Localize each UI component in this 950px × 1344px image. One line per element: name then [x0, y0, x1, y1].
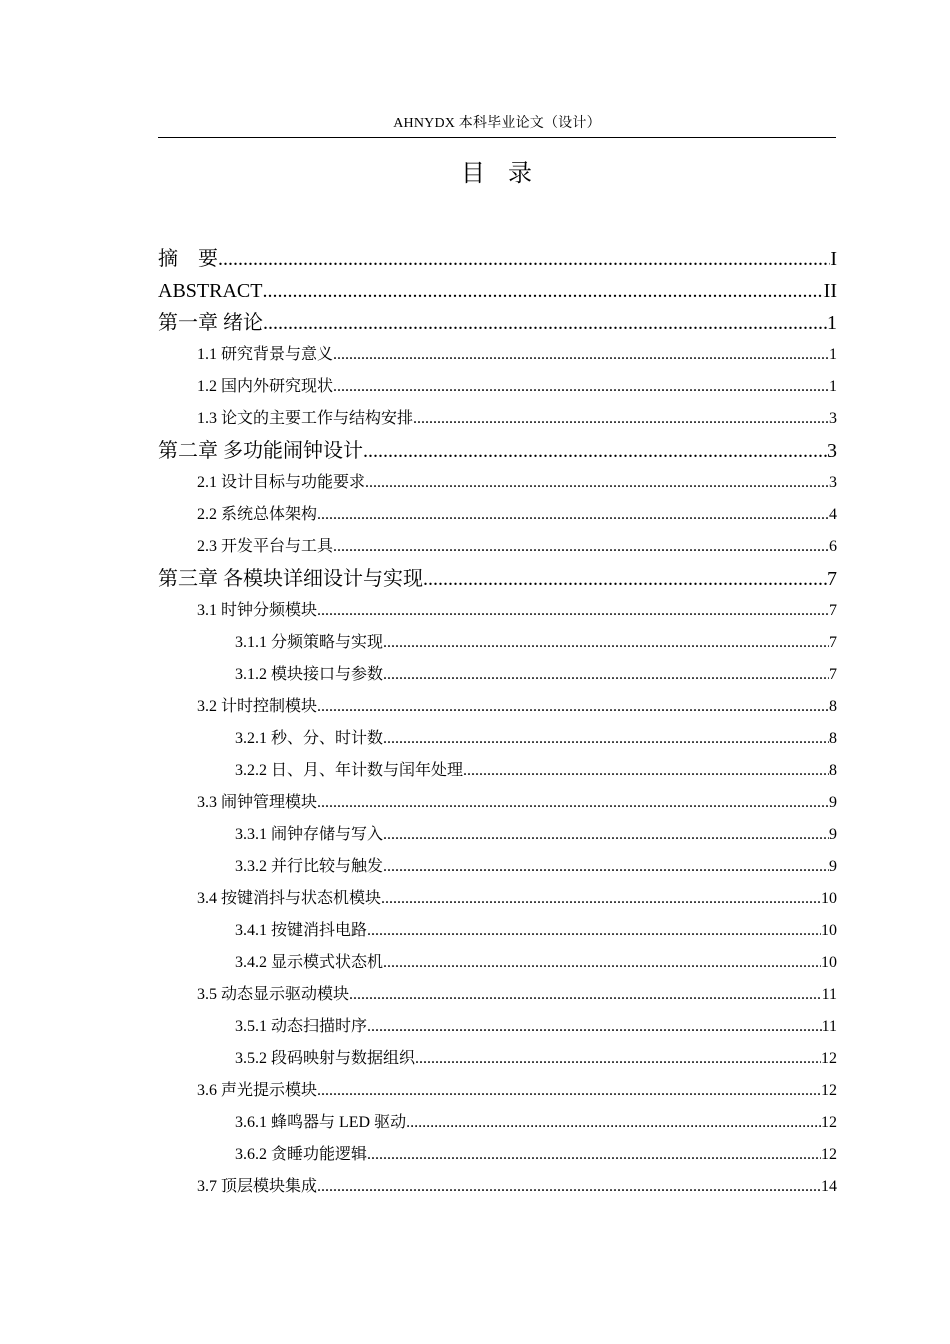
- toc-entry-title: 3.6 声光提示模块: [197, 1082, 318, 1099]
- toc-leader-dots: [218, 243, 830, 275]
- toc-entry-title: 3.3 闹钟管理模块: [197, 794, 318, 811]
- toc-entry-section[interactable]: [158, 787, 837, 819]
- toc-entry-page: 3: [827, 440, 837, 462]
- toc-entry-title: 1.3 论文的主要工作与结构安排: [197, 410, 414, 427]
- toc-entry-title: 3.1 时钟分频模块: [197, 602, 318, 619]
- toc-leader-dots: [367, 915, 821, 947]
- toc-leader-dots: [317, 787, 829, 819]
- toc-entry-title: ABSTRACT: [158, 280, 263, 302]
- toc-leader-dots: [333, 339, 829, 371]
- toc-leader-dots: [317, 499, 829, 531]
- toc-entry-title: 2.2 系统总体架构: [197, 506, 318, 523]
- toc-entry-page: 11: [821, 986, 837, 1003]
- toc-leader-dots: [317, 1171, 821, 1203]
- toc-entry-title: 2.1 设计目标与功能要求: [197, 474, 366, 491]
- toc-entry-title: 2.3 开发平台与工具: [197, 538, 334, 555]
- toc-leader-dots: [383, 947, 821, 979]
- toc-entry-title: 3.5.1 动态扫描时序: [235, 1018, 368, 1035]
- toc-entry-title: 3.3.1 闹钟存储与写入: [235, 826, 384, 843]
- toc-entry-page: 8: [829, 762, 837, 779]
- toc-entry-page: 8: [829, 698, 837, 715]
- toc-entry-subsection[interactable]: [158, 851, 837, 883]
- toc-entry-section[interactable]: [158, 595, 837, 627]
- toc-entry-page: 9: [829, 858, 837, 875]
- toc-entry-title: 3.5.2 段码映射与数据组织: [235, 1050, 416, 1067]
- toc-entry-chapter-2[interactable]: [158, 435, 837, 467]
- toc-entry-page: 1: [829, 378, 837, 395]
- toc-entry-title: 3.4.2 显示模式状态机: [235, 954, 384, 971]
- toc-entry-title: 3.3.2 并行比较与触发: [235, 858, 384, 875]
- toc-entry-title: 3.2 计时控制模块: [197, 698, 318, 715]
- toc-entry-title: 3.1.2 模块接口与参数: [235, 666, 384, 683]
- toc-entry-section[interactable]: [158, 1171, 837, 1203]
- toc-entry-section[interactable]: [158, 883, 837, 915]
- toc-leader-dots: [262, 275, 823, 307]
- toc-leader-dots: [406, 1107, 821, 1139]
- toc-leader-dots: [333, 371, 829, 403]
- toc-entry-abstract-cn[interactable]: [158, 243, 837, 275]
- toc-entry-page: 11: [821, 1018, 837, 1035]
- header-rule: [158, 137, 836, 138]
- toc-entry-page: 4: [829, 506, 837, 523]
- toc-entry-subsection[interactable]: [158, 1043, 837, 1075]
- page-title: [158, 155, 836, 191]
- toc-entry-subsection[interactable]: [158, 1107, 837, 1139]
- toc-entry-page: 12: [821, 1082, 837, 1099]
- toc-entry-section[interactable]: [158, 371, 837, 403]
- toc-leader-dots: [349, 979, 822, 1011]
- toc-entry-title: 第三章 各模块详细设计与实现: [158, 568, 423, 590]
- toc-entry-section[interactable]: [158, 499, 837, 531]
- toc-entry-page: 10: [821, 922, 837, 939]
- toc-entry-page: 7: [829, 602, 837, 619]
- toc-entry-section[interactable]: [158, 531, 837, 563]
- toc-entry-section[interactable]: [158, 691, 837, 723]
- toc-entry-title: 3.4 按键消抖与状态机模块: [197, 890, 382, 907]
- toc-entry-title: 1.1 研究背景与意义: [197, 346, 334, 363]
- toc-leader-dots: [365, 467, 829, 499]
- toc-entry-section[interactable]: [158, 403, 837, 435]
- toc-leader-dots: [367, 1011, 822, 1043]
- toc-leader-dots: [367, 1139, 821, 1171]
- toc-entry-subsection[interactable]: [158, 915, 837, 947]
- toc-entry-subsection[interactable]: [158, 819, 837, 851]
- toc-entry-title: 1.2 国内外研究现状: [197, 378, 334, 395]
- toc-entry-page: 12: [821, 1146, 837, 1163]
- toc-entry-page: 7: [829, 666, 837, 683]
- toc-entry-subsection[interactable]: [158, 1011, 837, 1043]
- toc-leader-dots: [383, 723, 829, 755]
- toc-leader-dots: [317, 1075, 821, 1107]
- toc-entry-subsection[interactable]: [158, 627, 837, 659]
- toc-leader-dots: [317, 691, 829, 723]
- toc-leader-dots: [383, 851, 829, 883]
- toc-entry-section[interactable]: [158, 1075, 837, 1107]
- toc-entry-section[interactable]: [158, 979, 837, 1011]
- toc-entry-page: 1: [827, 312, 837, 334]
- toc-entry-page: 8: [829, 730, 837, 747]
- toc-leader-dots: [463, 755, 829, 787]
- toc-leader-dots: [381, 883, 821, 915]
- toc-entry-page: 9: [829, 826, 837, 843]
- toc-entry-subsection[interactable]: [158, 947, 837, 979]
- toc-entry-subsection[interactable]: [158, 1139, 837, 1171]
- toc-entry-page: 3: [829, 410, 837, 427]
- toc-entry-chapter-3[interactable]: [158, 563, 837, 595]
- toc-entry-title: 3.6.1 蜂鸣器与 LED 驱动: [235, 1114, 407, 1131]
- toc-entry-title: 摘 要: [158, 248, 218, 270]
- toc-entry-page: II: [823, 280, 837, 302]
- page-title-part1: 目: [461, 159, 486, 187]
- toc-leader-dots: [413, 403, 829, 435]
- page-header: AHNYDX 本科毕业论文（设计）: [393, 116, 601, 131]
- toc-leader-dots: [363, 435, 827, 467]
- toc-leader-dots: [383, 659, 829, 691]
- toc-entry-title: 3.6.2 贪睡功能逻辑: [235, 1146, 368, 1163]
- toc-entry-page: 14: [821, 1178, 837, 1195]
- toc-entry-subsection[interactable]: [158, 659, 837, 691]
- toc-entry-chapter-1[interactable]: [158, 307, 837, 339]
- toc-entry-page: 1: [829, 346, 837, 363]
- toc-entry-title: 第一章 绪论: [158, 312, 263, 334]
- toc-entry-title: 3.2.1 秒、分、时计数: [235, 730, 384, 747]
- table-of-contents: [158, 243, 837, 1203]
- toc-leader-dots: [333, 531, 829, 563]
- toc-entry-page: 7: [827, 568, 837, 590]
- toc-entry-page: I: [830, 248, 837, 270]
- page-title-part2: 录: [508, 159, 533, 187]
- toc-entry-title: 第二章 多功能闹钟设计: [158, 440, 363, 462]
- toc-entry-title: 3.7 顶层模块集成: [197, 1178, 318, 1195]
- toc-leader-dots: [383, 819, 829, 851]
- toc-entry-title: 3.2.2 日、月、年计数与闰年处理: [235, 762, 464, 779]
- toc-entry-subsection[interactable]: [158, 755, 837, 787]
- toc-entry-title: 3.5 动态显示驱动模块: [197, 986, 350, 1003]
- toc-entry-page: 10: [821, 890, 837, 907]
- toc-entry-page: 7: [829, 634, 837, 651]
- toc-entry-page: 10: [821, 954, 837, 971]
- toc-entry-section[interactable]: [158, 467, 837, 499]
- toc-entry-page: 9: [829, 794, 837, 811]
- toc-entry-page: 12: [821, 1050, 837, 1067]
- toc-leader-dots: [383, 627, 829, 659]
- toc-entry-title: 3.4.1 按键消抖电路: [235, 922, 368, 939]
- toc-entry-subsection[interactable]: [158, 723, 837, 755]
- toc-entry-page: 12: [821, 1114, 837, 1131]
- toc-leader-dots: [423, 563, 827, 595]
- toc-entry-section[interactable]: [158, 339, 837, 371]
- toc-leader-dots: [415, 1043, 821, 1075]
- toc-entry-page: 3: [829, 474, 837, 491]
- toc-entry-abstract-en[interactable]: [158, 275, 837, 307]
- toc-entry-title: 3.1.1 分频策略与实现: [235, 634, 384, 651]
- toc-entry-page: 6: [829, 538, 837, 555]
- toc-leader-dots: [317, 595, 829, 627]
- toc-leader-dots: [263, 307, 827, 339]
